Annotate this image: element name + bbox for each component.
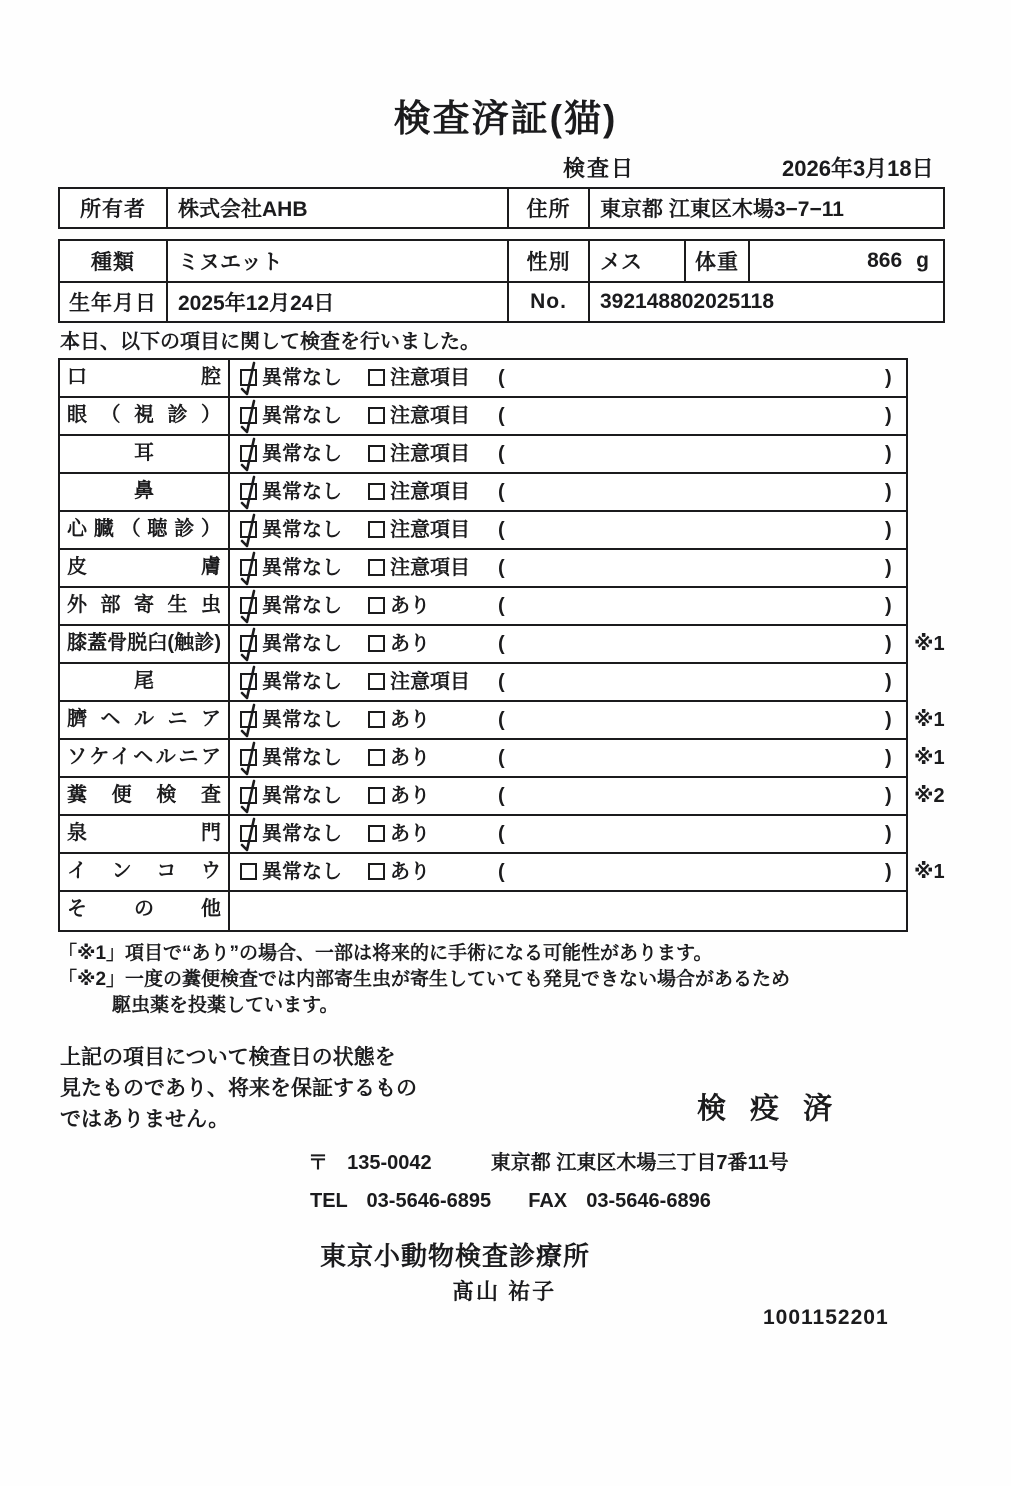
checkbox-unchecked <box>368 483 385 500</box>
exam-option-label: ) <box>885 709 892 731</box>
exam-row-content <box>230 550 906 586</box>
checkbox-checked <box>240 787 257 804</box>
exam-item-label: 眼（視診） <box>60 398 230 434</box>
exam-option-label: ) <box>885 405 892 427</box>
checkbox-checked <box>240 445 257 462</box>
checkbox-checked <box>240 559 257 576</box>
tel-label: TEL <box>310 1190 348 1212</box>
exam-table <box>58 358 908 932</box>
species-label: 種類 <box>91 251 135 274</box>
disclaimer-line-3: ではありません。 <box>60 1108 230 1131</box>
exam-option-label: 異常なし <box>262 785 342 807</box>
exam-item-label: 外部寄生虫 <box>60 588 230 624</box>
exam-row <box>60 664 906 702</box>
serial-number: 1001152201 <box>763 1306 889 1329</box>
exam-option-label: 異常なし <box>262 519 342 541</box>
exam-option-label: あり <box>390 633 430 655</box>
exam-option-label: ( <box>498 367 505 389</box>
quarantine-stamp: 検 疫 済 <box>697 1093 841 1125</box>
exam-option-label: ( <box>498 785 505 807</box>
exam-row-content <box>230 436 906 472</box>
exam-option-label: 注意項目 <box>390 367 470 389</box>
exam-option-label: ) <box>885 823 892 845</box>
exam-row-content <box>230 778 906 814</box>
checkmark-icon <box>237 815 263 857</box>
exam-row-content <box>230 474 906 510</box>
checkbox-unchecked <box>368 521 385 538</box>
checkbox-checked <box>240 635 257 652</box>
checkmark-icon <box>237 359 263 401</box>
exam-option-label: ( <box>498 595 505 617</box>
exam-row <box>60 702 906 740</box>
checkmark-icon <box>237 397 263 439</box>
address-label: 住所 <box>507 189 588 227</box>
exam-option-label: ( <box>498 443 505 465</box>
checkbox-unchecked <box>368 673 385 690</box>
exam-option-label: 異常なし <box>262 443 342 465</box>
checkbox-unchecked <box>368 635 385 652</box>
address-value: 東京都 江東区木場3−7−11 <box>588 189 943 227</box>
exam-item-label: 口腔 <box>60 360 230 396</box>
clinic-tel-fax <box>310 1190 711 1213</box>
exam-row-content <box>230 892 906 930</box>
birth-label: 生年月日 <box>60 281 166 321</box>
checkbox-checked <box>240 673 257 690</box>
species-value: ミヌエット <box>166 241 507 281</box>
exam-row <box>60 474 906 512</box>
exam-option-label: あり <box>390 785 430 807</box>
exam-option-label: 異常なし <box>262 595 342 617</box>
checkmark-icon <box>237 511 263 553</box>
pet-info-table <box>58 239 945 323</box>
exam-option-label: あり <box>390 709 430 731</box>
checkbox-checked <box>240 597 257 614</box>
checkbox-unchecked <box>368 597 385 614</box>
exam-option-label: 注意項目 <box>390 519 470 541</box>
weight-value <box>748 241 943 281</box>
exam-row-content <box>230 512 906 548</box>
exam-option-label: ( <box>498 861 505 883</box>
sex-label: 性別 <box>507 241 588 281</box>
inspection-date-value: 2026年3月18日 <box>782 156 934 181</box>
exam-row <box>60 398 906 436</box>
checkbox-unchecked <box>368 559 385 576</box>
exam-option-label: 異常なし <box>262 633 342 655</box>
checkbox-checked <box>240 407 257 424</box>
checkbox-unchecked <box>368 787 385 804</box>
checkbox-unchecked <box>368 369 385 386</box>
exam-option-label: ) <box>885 367 892 389</box>
no-value: 392148802025118 <box>588 281 943 321</box>
exam-option-label: 注意項目 <box>390 481 470 503</box>
clinic-name: 東京小動物検査診療所 <box>320 1241 591 1271</box>
exam-row-content <box>230 702 906 738</box>
exam-option-label: ( <box>498 519 505 541</box>
checkbox-checked <box>240 521 257 538</box>
exam-option-label: ( <box>498 671 505 693</box>
exam-option-label: 異常なし <box>262 405 342 427</box>
checkmark-icon <box>237 549 263 591</box>
footnote-2-cont: 駆虫薬を投薬しています。 <box>112 995 339 1016</box>
exam-option-label: ) <box>885 633 892 655</box>
tel-number: 03-5646-6895 <box>366 1190 492 1212</box>
exam-option-label: ) <box>885 557 892 579</box>
checkmark-icon <box>237 625 263 667</box>
sex-value: メス <box>588 241 684 281</box>
exam-option-label: 注意項目 <box>390 671 470 693</box>
exam-option-label: 異常なし <box>262 861 342 883</box>
exam-row-content <box>230 816 906 852</box>
fax-number: 03-5646-6896 <box>586 1190 711 1212</box>
exam-row <box>60 360 906 398</box>
footnote-1: 「※1」項目で“あり”の場合、一部は将来的に手術になる可能性があります。 <box>58 943 713 964</box>
postal-code: 135-0042 <box>347 1152 432 1174</box>
exam-option-label: ) <box>885 519 892 541</box>
checkbox-checked <box>240 483 257 500</box>
exam-row <box>60 892 906 930</box>
exam-row-content <box>230 740 906 776</box>
exam-row <box>60 778 906 816</box>
exam-option-label: 注意項目 <box>390 443 470 465</box>
exam-option-label: ) <box>885 443 892 465</box>
exam-option-label: ( <box>498 823 505 845</box>
inspection-date-label: 検査日 <box>563 156 636 181</box>
exam-item-label: ソケイヘルニア <box>60 740 230 776</box>
exam-option-label: ( <box>498 709 505 731</box>
exam-row <box>60 854 906 892</box>
exam-option-label: ) <box>885 671 892 693</box>
owner-value: 株式会社AHB <box>166 189 507 227</box>
disclaimer-line-2: 見たものであり、将来を保証するもの <box>60 1077 417 1100</box>
clinic-address: 東京都 江東区木場三丁目7番11号 <box>490 1152 789 1174</box>
checkmark-icon <box>237 587 263 629</box>
checkbox-checked <box>240 711 257 728</box>
exam-option-label: 異常なし <box>262 367 342 389</box>
exam-option-label: あり <box>390 823 430 845</box>
exam-item-label: 膝蓋骨脱臼(触診) <box>60 626 230 662</box>
birth-value: 2025年12月24日 <box>166 281 507 321</box>
exam-row <box>60 436 906 474</box>
exam-option-label: あり <box>390 595 430 617</box>
owner-label: 所有者 <box>80 198 146 221</box>
exam-item-label: 心臓（聴診） <box>60 512 230 548</box>
weight-number: 866 <box>867 249 903 272</box>
exam-option-label: ( <box>498 633 505 655</box>
exam-row-note: ※1 <box>914 633 945 655</box>
exam-row-content <box>230 854 906 890</box>
exam-row-content <box>230 360 906 396</box>
exam-row-content <box>230 664 906 700</box>
exam-option-label: 異常なし <box>262 557 342 579</box>
exam-item-label: 皮膚 <box>60 550 230 586</box>
exam-option-label: あり <box>390 861 430 883</box>
exam-option-label: 異常なし <box>262 481 342 503</box>
fax-label: FAX <box>528 1190 568 1212</box>
exam-option-label: ) <box>885 747 892 769</box>
exam-option-label: 異常なし <box>262 671 342 693</box>
checkbox-unchecked <box>368 711 385 728</box>
exam-option-label: ) <box>885 785 892 807</box>
checkmark-icon <box>237 473 263 515</box>
clinic-postal <box>308 1146 789 1175</box>
checkmark-icon <box>237 663 263 705</box>
checkbox-unchecked <box>368 407 385 424</box>
checkbox-unchecked <box>368 863 385 880</box>
exam-row <box>60 816 906 854</box>
exam-item-label: 臍ヘルニア <box>60 702 230 738</box>
exam-row-note: ※2 <box>914 785 945 807</box>
exam-option-label: ( <box>498 405 505 427</box>
exam-item-label: その他 <box>60 892 230 930</box>
exam-option-label: ) <box>885 595 892 617</box>
checkbox-unchecked <box>240 863 257 880</box>
exam-item-label: 泉門 <box>60 816 230 852</box>
intro-text: 本日、以下の項目に関して検査を行いました。 <box>60 331 480 353</box>
weight-label: 体重 <box>684 241 748 281</box>
exam-item-label: 耳 <box>60 436 230 472</box>
exam-item-label: 尾 <box>60 664 230 700</box>
exam-item-label: 糞便検査 <box>60 778 230 814</box>
checkmark-icon <box>237 777 263 819</box>
exam-option-label: 異常なし <box>262 747 342 769</box>
exam-option-label: あり <box>390 747 430 769</box>
checkbox-unchecked <box>368 825 385 842</box>
exam-row <box>60 550 906 588</box>
exam-item-label: 鼻 <box>60 474 230 510</box>
exam-option-label: ( <box>498 747 505 769</box>
veterinarian-name: 髙山 祐子 <box>452 1279 557 1304</box>
exam-row-note: ※1 <box>914 861 945 883</box>
checkbox-checked <box>240 369 257 386</box>
exam-option-label: ( <box>498 481 505 503</box>
exam-row <box>60 588 906 626</box>
exam-row-content <box>230 398 906 434</box>
exam-row-note: ※1 <box>914 709 945 731</box>
checkmark-icon <box>237 701 263 743</box>
exam-option-label: ( <box>498 557 505 579</box>
page-title: 検査済証(猫) <box>393 98 618 139</box>
disclaimer-line-1: 上記の項目について検査日の状態を <box>60 1046 396 1069</box>
exam-row <box>60 626 906 664</box>
exam-option-label: 異常なし <box>262 709 342 731</box>
checkmark-icon <box>237 435 263 477</box>
exam-row <box>60 512 906 550</box>
exam-row <box>60 740 906 778</box>
footnote-2: 「※2」一度の糞便検査では内部寄生虫が寄生していても発見できない場合があるため <box>58 969 791 990</box>
postal-mark: 〒 <box>308 1152 328 1174</box>
exam-row-content <box>230 626 906 662</box>
checkbox-unchecked <box>368 749 385 766</box>
exam-option-label: ) <box>885 861 892 883</box>
no-label: No. <box>507 281 588 321</box>
exam-option-label: 注意項目 <box>390 557 470 579</box>
checkbox-unchecked <box>368 445 385 462</box>
weight-unit: g <box>916 249 929 272</box>
checkbox-checked <box>240 749 257 766</box>
checkmark-icon <box>237 739 263 781</box>
owner-table <box>58 187 945 229</box>
exam-option-label: 注意項目 <box>390 405 470 427</box>
exam-row-content <box>230 588 906 624</box>
checkbox-checked <box>240 825 257 842</box>
exam-row-note: ※1 <box>914 747 945 769</box>
exam-item-label: インコウ <box>60 854 230 890</box>
exam-option-label: 異常なし <box>262 823 342 845</box>
exam-option-label: ) <box>885 481 892 503</box>
